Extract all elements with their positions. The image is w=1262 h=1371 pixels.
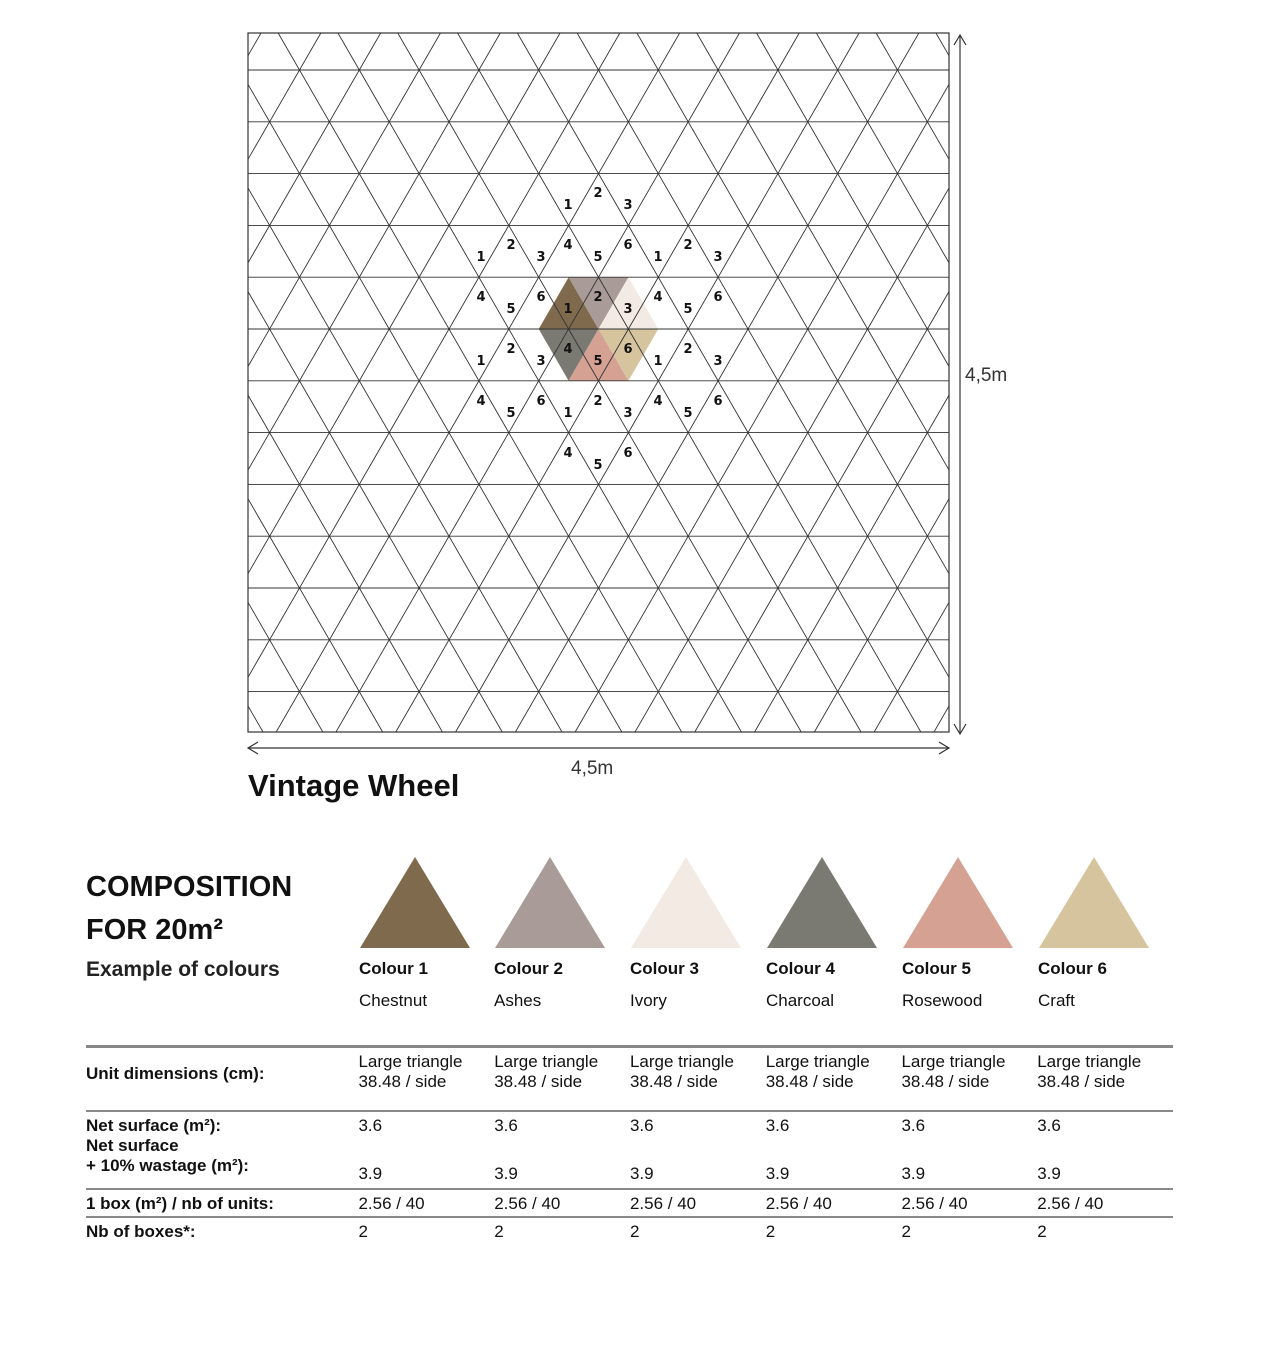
- grid-diagonal-line: [814, 33, 1217, 732]
- nb-value: 2: [630, 1217, 766, 1244]
- colour-swatch-5: [902, 855, 1032, 1011]
- tile-number: 3: [536, 250, 546, 265]
- net-value: 3.6: [765, 1116, 790, 1135]
- tile-number: 1: [476, 250, 486, 265]
- tile-number: 4: [476, 394, 486, 409]
- unit-line2: 38.48 / side: [358, 1072, 447, 1091]
- grid-diagonal-line: [697, 33, 1100, 732]
- grid-diagonal-line: [1235, 33, 1262, 732]
- grid-diagonal-line: [0, 33, 201, 732]
- grid-diagonal-line: [157, 33, 560, 732]
- box-value: 2.56 / 40: [358, 1189, 494, 1217]
- unit-line1: Large triangle: [765, 1052, 870, 1071]
- colour-title: Colour 4: [766, 959, 835, 978]
- grid-diagonal-line: [695, 33, 1098, 732]
- wastage-label-1: Net surface: [86, 1136, 179, 1155]
- grid-diagonal-line: [0, 33, 24, 732]
- triangle-swatch: [902, 855, 1014, 949]
- triangle-swatch: [494, 855, 606, 949]
- colour-name: Chestnut: [359, 991, 428, 1010]
- unit-cell: [766, 1047, 902, 1112]
- composition-subtitle: Example of colours: [86, 958, 280, 981]
- grid-diagonal-line: [216, 33, 619, 732]
- net-value: 3.6: [358, 1116, 383, 1135]
- nb-value: 2: [766, 1217, 902, 1244]
- net-value: 3.6: [629, 1116, 654, 1135]
- colour-name: Rosewood: [902, 991, 983, 1010]
- grid-diagonal-line: [1056, 33, 1262, 732]
- tile-number: 5: [593, 458, 603, 473]
- grid-diagonal-line: [398, 33, 801, 732]
- tile-number: 2: [506, 342, 516, 357]
- wastage-value: 3.9: [765, 1164, 790, 1183]
- unit-line1: Large triangle: [901, 1052, 1006, 1071]
- unit-cell: [358, 1047, 494, 1112]
- tile-number: 5: [593, 354, 603, 369]
- swatch-shape: [631, 857, 741, 948]
- colour-title: Colour 3: [630, 959, 699, 978]
- grid-diagonal-line: [1113, 33, 1262, 732]
- nb-value: 2: [901, 1217, 1037, 1244]
- colour-swatch-1: [359, 855, 489, 1011]
- wastage-value: 3.9: [494, 1164, 518, 1183]
- grid-diagonal-line: [0, 33, 261, 732]
- wastage-value: 3.9: [358, 1164, 383, 1183]
- unit-line2: 38.48 / side: [901, 1072, 990, 1091]
- grid-diagonal-line: [338, 33, 741, 732]
- row-label: [86, 1111, 358, 1189]
- box-row: [86, 1189, 1173, 1217]
- grid-diagonal-line: [37, 33, 440, 732]
- tile-number: 4: [653, 290, 663, 305]
- triangle-swatch: [630, 855, 742, 949]
- grid-diagonal-line: [39, 33, 442, 732]
- wastage-value: 3.9: [629, 1164, 654, 1183]
- triangle-swatch: [359, 855, 471, 949]
- grid-diagonal-line: [159, 33, 562, 732]
- row-label: Unit dimensions (cm):: [86, 1047, 358, 1112]
- grid-diagonal-line: [218, 33, 621, 732]
- tile-number: 6: [623, 446, 633, 461]
- tile-number: 1: [476, 354, 486, 369]
- net-cell: [766, 1111, 902, 1189]
- colour-title: Colour 1: [359, 959, 428, 978]
- colour-name: Ivory: [630, 991, 667, 1010]
- unit-cell: [630, 1047, 766, 1112]
- swatch-shape: [903, 857, 1013, 948]
- tile-number: 4: [563, 238, 573, 253]
- grid-diagonal-line: [0, 33, 84, 732]
- grid-diagonal-line: [517, 33, 920, 732]
- colour-name: Charcoal: [766, 991, 835, 1010]
- grid-diagonal-line: [874, 33, 1262, 732]
- tile-number: 2: [683, 342, 693, 357]
- unit-dimensions-row: [86, 1047, 1173, 1112]
- composition-title-line2: FOR 20m²: [86, 914, 223, 946]
- unit-line1: Large triangle: [1037, 1052, 1142, 1071]
- spec-table: [86, 1045, 1173, 1244]
- grid-diagonal-line: [0, 33, 22, 732]
- grid-diagonal-line: [0, 33, 383, 732]
- tile-number: 6: [713, 394, 723, 409]
- net-cell: [1037, 1111, 1173, 1189]
- tile-number: 3: [713, 250, 723, 265]
- grid-diagonal-line: [336, 33, 739, 732]
- net-cell: [358, 1111, 494, 1189]
- grid-diagonal-line: [396, 33, 799, 732]
- tile-number: 1: [653, 354, 663, 369]
- nb-boxes-row: [86, 1217, 1173, 1244]
- pattern-name: Vintage Wheel: [248, 768, 460, 803]
- tile-number: 6: [536, 394, 546, 409]
- tile-number: 3: [536, 354, 546, 369]
- colour-swatch-6: [1038, 855, 1168, 1011]
- swatch-shape: [495, 857, 605, 948]
- grid-diagonal-line: [276, 33, 679, 732]
- grid-lines: [0, 33, 1262, 732]
- grid-diagonal-line: [757, 33, 1160, 732]
- box-value: 2.56 / 40: [901, 1189, 1037, 1217]
- tile-number: 6: [623, 238, 633, 253]
- nb-value: 2: [1037, 1217, 1173, 1244]
- grid-diagonal-line: [0, 33, 143, 732]
- tile-number: 3: [623, 198, 633, 213]
- grid-diagonal-line: [458, 33, 861, 732]
- unit-line1: Large triangle: [494, 1052, 599, 1071]
- width-dimension: [248, 742, 949, 754]
- net-value: 3.6: [494, 1116, 518, 1135]
- composition-title-line1: COMPOSITION: [86, 871, 293, 903]
- swatch-shape: [1039, 857, 1149, 948]
- box-value: 2.56 / 40: [766, 1189, 902, 1217]
- grid-diagonal-line: [278, 33, 681, 732]
- tile-number: 3: [623, 406, 633, 421]
- grid-diagonal-line: [0, 33, 321, 732]
- height-label: 4,5m: [965, 365, 1008, 386]
- wastage-label-2: + 10% wastage (m²):: [86, 1156, 249, 1175]
- row-label: 1 box (m²) / nb of units:: [86, 1189, 358, 1217]
- composition-title: [86, 866, 292, 952]
- unit-line1: Large triangle: [358, 1052, 463, 1071]
- tile-number: 5: [593, 250, 603, 265]
- unit-line2: 38.48 / side: [765, 1072, 854, 1091]
- row-label: Nb of boxes*:: [86, 1217, 358, 1244]
- tile-number: 2: [593, 394, 603, 409]
- grid-diagonal-line: [99, 33, 502, 732]
- net-cell: [630, 1111, 766, 1189]
- net-surface-row: [86, 1111, 1173, 1189]
- tile-number: 1: [563, 198, 573, 213]
- tile-number: 4: [563, 446, 573, 461]
- grid-diagonal-line: [575, 33, 978, 732]
- width-label: 4,5m: [571, 758, 614, 779]
- tile-number: 1: [563, 302, 573, 317]
- unit-line2: 38.48 / side: [629, 1072, 718, 1091]
- grid-diagonal-line: [0, 33, 323, 732]
- grid-diagonal-line: [577, 33, 980, 732]
- net-value: 3.6: [1037, 1116, 1061, 1135]
- grid-diagonal-line: [1233, 33, 1262, 732]
- grid-diagonal-line: [876, 33, 1262, 732]
- colour-name: Craft: [1038, 991, 1075, 1010]
- tile-number: 4: [653, 394, 663, 409]
- net-value: 3.6: [901, 1116, 926, 1135]
- tile-number: 1: [653, 250, 663, 265]
- unit-line1: Large triangle: [629, 1052, 734, 1071]
- grid-diagonal-line: [994, 33, 1262, 732]
- grid-diagonal-line: [816, 33, 1219, 732]
- colour-swatch-4: [766, 855, 896, 1011]
- tile-number: 4: [476, 290, 486, 305]
- colour-title: Colour 6: [1038, 959, 1107, 978]
- tile-number: 5: [683, 406, 693, 421]
- tile-number: 2: [593, 186, 603, 201]
- unit-cell: [901, 1047, 1037, 1112]
- grid-diagonal-line: [1175, 33, 1262, 732]
- box-value: 2.56 / 40: [630, 1189, 766, 1217]
- tile-number: 2: [506, 238, 516, 253]
- colour-swatch-3: [630, 855, 760, 1011]
- grid-diagonal-line: [1115, 33, 1262, 732]
- net-cell: [494, 1111, 630, 1189]
- colour-title: Colour 5: [902, 959, 971, 978]
- colour-name: Ashes: [494, 991, 542, 1010]
- tile-number: 5: [506, 406, 516, 421]
- triangle-swatch: [1038, 855, 1150, 949]
- unit-line2: 38.48 / side: [494, 1072, 583, 1091]
- grid-diagonal-line: [1054, 33, 1262, 732]
- grid-diagonal-line: [456, 33, 859, 732]
- wastage-value: 3.9: [1037, 1164, 1061, 1183]
- grid-diagonal-line: [515, 33, 918, 732]
- unit-cell: [494, 1047, 630, 1112]
- tile-number: 5: [506, 302, 516, 317]
- tile-number: 1: [563, 406, 573, 421]
- wastage-value: 3.9: [901, 1164, 926, 1183]
- tile-number: 3: [713, 354, 723, 369]
- tile-number: 2: [593, 290, 603, 305]
- swatch-shape: [360, 857, 470, 948]
- grid-diagonal-line: [0, 33, 203, 732]
- grid-diagonal-line: [0, 33, 381, 732]
- colour-swatch-2: [494, 855, 624, 1011]
- grid-diagonal-line: [996, 33, 1262, 732]
- box-value: 2.56 / 40: [1037, 1189, 1173, 1217]
- tile-number: 6: [536, 290, 546, 305]
- grid-diagonal-line: [0, 33, 141, 732]
- grid-diagonal-line: [1173, 33, 1262, 732]
- nb-value: 2: [494, 1217, 630, 1244]
- tile-number: 4: [563, 342, 573, 357]
- nb-value: 2: [358, 1217, 494, 1244]
- swatch-shape: [767, 857, 877, 948]
- box-value: 2.56 / 40: [494, 1189, 630, 1217]
- colour-title: Colour 2: [494, 959, 563, 978]
- tile-number: 2: [683, 238, 693, 253]
- unit-cell: [1037, 1047, 1173, 1112]
- triangle-swatch: [766, 855, 878, 949]
- tile-number: 6: [713, 290, 723, 305]
- grid-border: [248, 33, 949, 732]
- grid-diagonal-line: [0, 33, 263, 732]
- tile-number: 3: [623, 302, 633, 317]
- net-cell: [901, 1111, 1037, 1189]
- grid-diagonal-line: [97, 33, 500, 732]
- tile-number: 5: [683, 302, 693, 317]
- net-label: Net surface (m²):: [86, 1116, 222, 1135]
- unit-line2: 38.48 / side: [1037, 1072, 1126, 1091]
- grid-diagonal-line: [0, 33, 82, 732]
- tile-number: 6: [623, 342, 633, 357]
- grid-diagonal-line: [755, 33, 1158, 732]
